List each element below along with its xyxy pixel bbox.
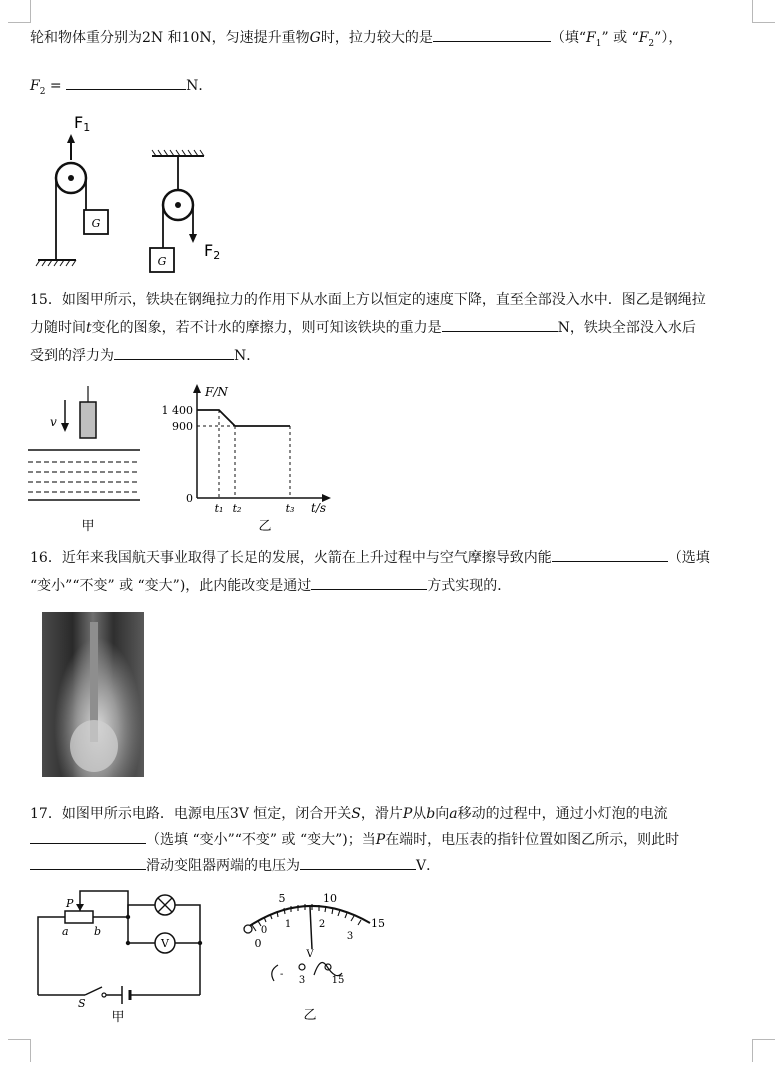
outer-label-10: 10 [323,892,337,905]
text: （选填 “变小”“不变” 或 “变大”)；当 [146,832,376,848]
crop-mark-top-left [8,0,31,23]
text: 时，拉力较大的是 [320,30,433,46]
answer-blank[interactable] [66,76,186,90]
q17-line-2 [30,830,755,850]
crop-mark-top-right [752,0,775,23]
answer-blank[interactable] [311,576,427,590]
q14-line-2 [30,76,755,102]
text: 移动的过程中，通过小灯泡的电流 [457,806,668,822]
tick-t2: t₂ [232,502,242,515]
pulley-right [150,150,220,272]
var-f1: F [586,30,596,46]
answer-blank[interactable] [30,856,146,870]
circuit-diagram [30,885,215,1025]
caption-yi: 乙 [258,519,272,534]
rocket-launch-photo [42,612,144,777]
label-f2: F2 [204,241,221,262]
var-b: b [426,806,436,822]
var-t: t [86,320,92,336]
tick-900: 900 [172,420,193,433]
text: 滑动变阻器两端的电压为 [146,858,300,874]
q15-line-3 [30,346,755,366]
text: ” 或 “ [601,30,639,46]
label-b: b [94,925,102,938]
subscript: 2 [648,38,655,49]
answer-blank[interactable] [30,830,146,844]
caption-jia: 甲 [81,519,95,534]
text: 方式实现的． [427,578,512,594]
label-p: P [66,897,74,910]
text: 向 [435,806,450,822]
text: 变化的图象，若不计水的摩擦力，则可知该铁块的重力是 [91,320,442,336]
var-f2: F [638,30,649,46]
var-g: G [309,30,321,46]
pulley-left [36,113,108,266]
caption-yi: 乙 [303,1008,317,1023]
voltmeter-dial-figure [230,885,390,1025]
answer-blank[interactable] [114,346,234,360]
text: （填“ [550,30,587,46]
crop-mark-bottom-left [8,1039,31,1062]
outer-label-15: 15 [371,917,385,930]
tick-t3: t₃ [285,502,295,515]
label-s: S [78,997,86,1010]
text: 在端时，电压表的指针位置如图乙所示，则此时 [385,832,680,848]
text: N，铁块全部没入水后 [557,320,696,336]
terminal-minus: - [280,969,284,980]
answer-blank[interactable] [300,856,416,870]
q16-line-2 [30,576,755,596]
q16-line-1 [30,548,755,568]
unit: N． [186,78,213,94]
text: 轮和物体重分别为2N 和10N，匀速提升重物 [30,30,310,46]
q17-line-3 [30,856,755,876]
outer-label-5: 5 [278,892,286,905]
q14-line-1 [30,28,755,54]
var-s: S [351,806,361,822]
outer-label-0: 0 [254,937,262,950]
var-a: a [449,806,458,822]
x-axis-label: t/s [311,501,327,515]
tick-1400: 1 400 [161,404,193,417]
text: 力随时间 [30,320,86,336]
force-curve [197,410,290,426]
subscript: 2 [39,86,46,97]
text: 受到的浮力为 [30,348,114,364]
label-a: a [62,925,69,938]
label-g: G [91,217,101,230]
inner-label-3: 3 [346,931,354,942]
unit-v: V [306,949,314,960]
q15-line-2 [30,318,755,338]
inner-label-0: 0 [260,925,268,936]
text: ”）， [654,30,683,46]
tick-0: 0 [186,492,193,505]
answer-blank[interactable] [552,548,668,562]
terminal-15: 15 [331,975,345,986]
force-time-graph [155,378,345,538]
equals: = [45,78,67,94]
crop-mark-bottom-right [752,1039,775,1062]
text: “变小”“不变” 或 “变大”)，此内能改变是通过 [30,578,312,594]
text: 16．近年来我国航天事业取得了长足的发展，火箭在上升过程中与空气摩擦导致内能 [30,550,552,566]
answer-blank[interactable] [433,28,551,42]
caption-jia: 甲 [111,1010,125,1025]
dial-arc [248,906,370,927]
text: V． [416,858,441,874]
dial-ticks [252,904,361,931]
var-f2: F [30,78,40,94]
label-g: G [157,255,167,268]
y-axis-label: F/N [205,385,228,399]
text: （选填 [667,550,710,566]
text: 从 [412,806,427,822]
text: 17．如图甲所示电路．电源电压3V 恒定，闭合开关 [30,806,352,822]
terminal-3: 3 [298,975,306,986]
inner-label-1: 1 [284,919,292,930]
needle [310,907,312,949]
q17-line-1 [30,804,755,824]
label-f1: F1 [74,113,91,134]
exhaust-plume [70,720,118,772]
q15-line-1: 15．如图甲所示，铁块在钢绳拉力的作用下从水面上方以恒定的速度下降，直至全部没入水中．图乙是钢绳拉 [30,292,706,308]
text: ，滑片 [360,806,403,822]
var-p: P [402,806,413,822]
voltmeter-label: V [161,937,169,950]
tick-t1: t₁ [214,502,224,515]
pulley-figure [28,108,248,278]
answer-blank[interactable] [442,318,558,332]
text: N． [234,348,261,364]
iron-block-water-figure [28,378,148,538]
inner-label-2: 2 [318,919,326,930]
label-v: v [50,415,57,429]
iron-block [80,402,96,438]
subscript: 1 [595,38,602,49]
var-p: P [375,832,386,848]
